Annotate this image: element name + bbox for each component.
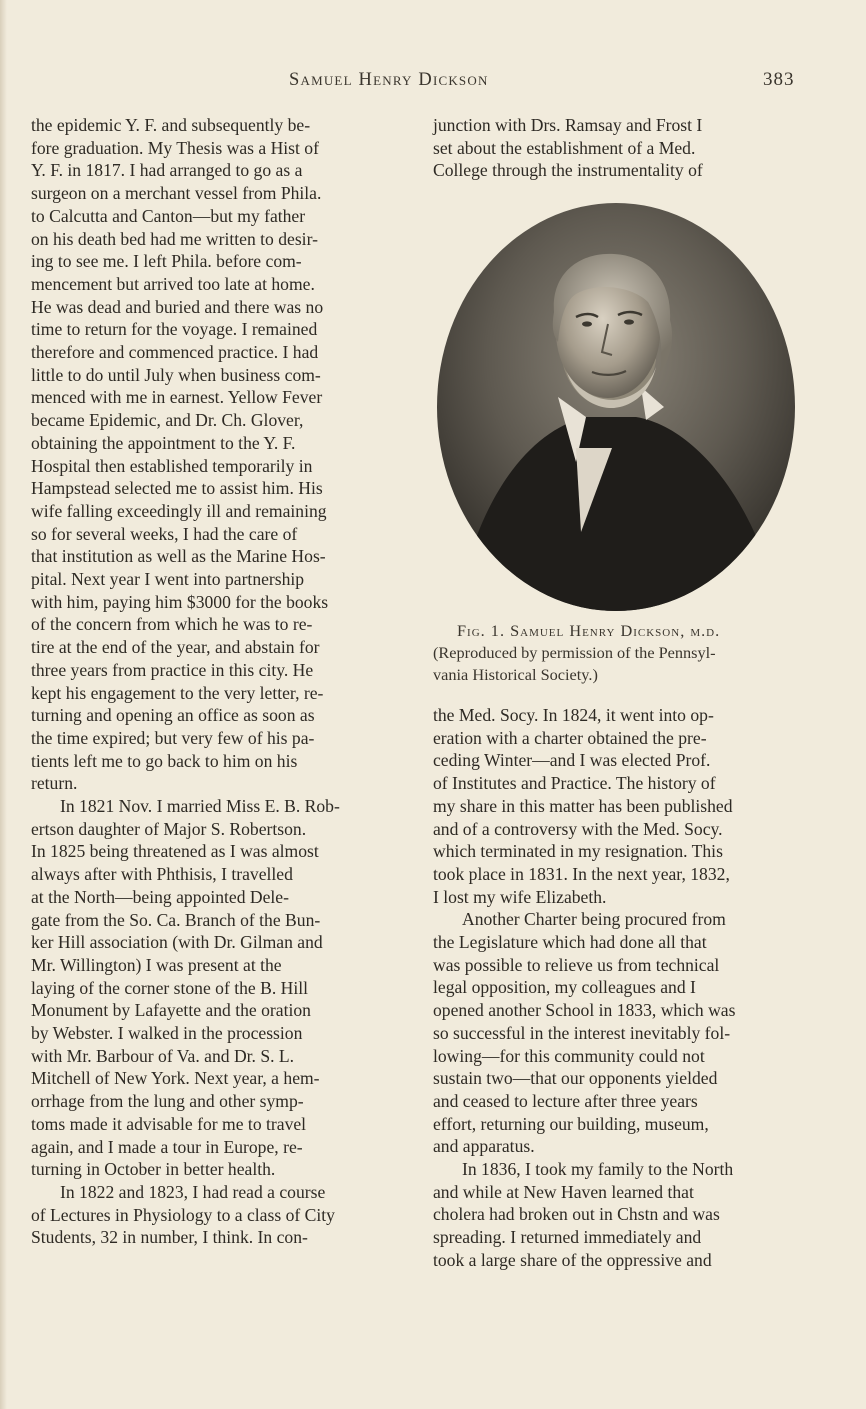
text-line: Y. F. in 1817. I had arranged to go as a <box>31 160 303 181</box>
text-line: Mitchell of New York. Next year, a hem- <box>31 1068 320 1089</box>
text-line: turning and opening an office as soon as <box>31 705 315 726</box>
text-line: Mr. Willington) I was present at the <box>31 954 282 975</box>
text-line: to Calcutta and Canton—but my father <box>31 205 306 226</box>
text-line: therefore and commenced practice. I had <box>31 342 319 362</box>
page-number: 383 <box>763 69 795 90</box>
text-line: the epidemic Y. F. and subsequently be- <box>31 115 311 135</box>
text-line: took a large share of the oppressive and <box>433 1249 712 1270</box>
text-line: of Lectures in Physiology to a class of City <box>31 1204 335 1225</box>
text-line: again, and I made a tour in Europe, re- <box>31 1136 303 1157</box>
text-line: He was dead and buried and there was no <box>31 296 324 317</box>
text-line: Students, 32 in number, I think. In con- <box>31 1227 308 1248</box>
text-line: In 1825 being threatened as I was almost <box>31 841 319 862</box>
text-line: eration with a charter obtained the pre- <box>433 727 707 748</box>
text-line: set about the establishment of a Med. <box>433 137 696 158</box>
text-line: and apparatus. <box>433 1136 535 1157</box>
text-line: with Mr. Barbour of Va. and Dr. S. L. <box>31 1045 295 1066</box>
text-line: kept his engagement to the very letter, re- <box>31 682 324 703</box>
figure-caption-line-2: vania Historical Society.) <box>433 665 598 684</box>
text-line: little to do until July when business com- <box>31 364 321 385</box>
text-line: ker Hill association (with Dr. Gilman and <box>31 932 323 953</box>
text-line: Monument by Lafayette and the oration <box>31 1000 311 1021</box>
text-line: with him, paying him $3000 for the books <box>31 591 329 612</box>
text-line: Another Charter being procured from <box>462 909 726 930</box>
text-line: of Institutes and Practice. The history of <box>433 773 716 794</box>
text-line: so for several weeks, I had the care of <box>31 523 298 544</box>
text-line: that institution as well as the Marine Hos- <box>31 546 326 567</box>
portrait-engraving <box>436 202 796 612</box>
text-line: Hampstead selected me to assist him. His <box>31 478 323 499</box>
text-line: took place in 1831. In the next year, 1832, <box>433 863 730 884</box>
text-line: on his death bed had me written to desir- <box>31 228 318 249</box>
text-line: gate from the So. Ca. Branch of the Bun- <box>31 909 321 930</box>
text-line: ceding Winter—and I was elected Prof. <box>433 750 711 771</box>
text-line: tients left me to go back to him on his <box>31 750 298 771</box>
text-line: mencement but arrived too late at home. <box>31 273 315 294</box>
text-line: fore graduation. My Thesis was a Hist of <box>31 137 319 158</box>
text-line: so successful in the interest inevitably fol- <box>433 1022 731 1043</box>
text-line: which terminated in my resignation. This <box>433 841 723 862</box>
text-line: turning in October in better health. <box>31 1159 276 1180</box>
text-line: opened another School in 1833, which was <box>433 1000 736 1021</box>
text-line: and of a controversy with the Med. Socy. <box>433 818 723 839</box>
text-line: and while at New Haven learned that <box>433 1181 694 1202</box>
text-line: menced with me in earnest. Yellow Fever <box>31 387 323 408</box>
page-spine-shadow <box>0 0 7 1409</box>
text-line: College through the instrumentality of <box>433 160 703 181</box>
text-line: effort, returning our building, museum, <box>433 1113 709 1134</box>
text-line: return. <box>31 773 78 794</box>
text-line: ertson daughter of Major S. Robertson. <box>31 818 307 839</box>
text-line: In 1821 Nov. I married Miss E. B. Rob- <box>60 796 340 816</box>
text-line: In 1822 and 1823, I had read a course <box>60 1181 326 1202</box>
text-line: always after with Phthisis, I travelled <box>31 864 293 885</box>
text-line: junction with Drs. Ramsay and Frost I <box>433 115 703 135</box>
text-line: cholera had broken out in Chstn and was <box>433 1204 720 1225</box>
text-line: of the concern from which he was to re- <box>31 614 313 635</box>
text-line: lowing—for this community could not <box>433 1045 705 1066</box>
text-line: was possible to relieve us from technical <box>433 954 720 975</box>
text-line: orrhage from the lung and other symp- <box>31 1091 304 1112</box>
text-line: at the North—being appointed Dele- <box>31 886 289 907</box>
text-line: toms made it advisable for me to travel <box>31 1113 307 1134</box>
portrait-figure <box>436 202 796 612</box>
text-line: sustain two—that our opponents yielded <box>433 1068 718 1089</box>
figure-caption-label: Fig. 1. Samuel Henry Dickson, m.d. <box>457 621 721 640</box>
text-line: Hospital then established temporarily in <box>31 455 313 476</box>
text-line: the time expired; but very few of his pa- <box>31 727 315 748</box>
text-line: the Legislature which had done all that <box>433 932 707 952</box>
text-line: my share in this matter has been published <box>433 795 733 816</box>
text-line: I lost my wife Elizabeth. <box>433 886 607 907</box>
text-line: surgeon on a merchant vessel from Phila. <box>31 183 322 204</box>
text-line: three years from practice in this city. He <box>31 659 314 680</box>
text-line: spreading. I returned immediately and <box>433 1227 702 1248</box>
text-line: time to return for the voyage. I remained <box>31 319 318 340</box>
text-line: In 1836, I took my family to the North <box>462 1159 734 1179</box>
text-line: by Webster. I walked in the procession <box>31 1023 303 1043</box>
running-head: Samuel Henry Dickson <box>289 70 489 90</box>
text-line: obtaining the appointment to the Y. F. <box>31 432 296 453</box>
text-line: legal opposition, my colleagues and I <box>433 977 696 998</box>
text-line: tire at the end of the year, and abstain for <box>31 637 320 658</box>
text-line: wife falling exceedingly ill and remaining <box>31 500 327 521</box>
text-line: ing to see me. I left Phila. before com- <box>31 251 302 272</box>
figure-caption-line-1: (Reproduced by permission of the Pennsyl- <box>433 643 716 662</box>
text-line: laying of the corner stone of the B. Hill <box>31 977 309 998</box>
text-line: pital. Next year I went into partnership <box>31 569 305 589</box>
text-line: the Med. Socy. In 1824, it went into op- <box>433 705 714 725</box>
text-line: became Epidemic, and Dr. Ch. Glover, <box>31 410 304 431</box>
text-line: and ceased to lecture after three years <box>433 1090 698 1111</box>
